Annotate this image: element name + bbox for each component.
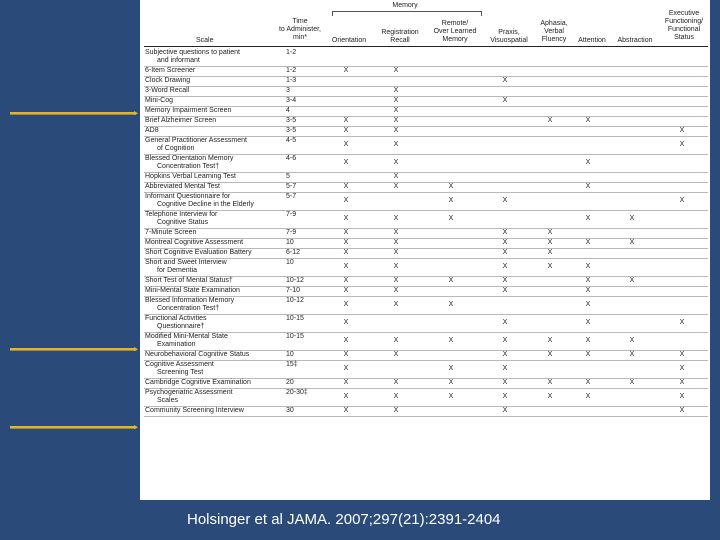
table-cell-mark: X (393, 301, 399, 308)
table-row-scale (145, 229, 285, 237)
table-row-time: 10-15 (286, 333, 304, 340)
header-time-line: to Administer, (278, 26, 322, 33)
table-row-scale (145, 97, 285, 105)
header-rule (144, 46, 708, 47)
table-row-scale (145, 193, 285, 209)
table-row-time: 4-6 (286, 155, 297, 162)
table-cell-mark: X (343, 287, 349, 294)
table-row-time: 10-12 (286, 297, 304, 304)
table-row-scale (145, 155, 285, 171)
table-cell-mark: X (547, 379, 553, 386)
table-cell-mark: X (343, 141, 349, 148)
header-time (268, 18, 332, 42)
table-row-time: 7-9 (286, 229, 297, 236)
table-cell-mark: X (502, 365, 508, 372)
table-cell-mark: X (502, 337, 508, 344)
table-cell-mark: X (547, 229, 553, 236)
header-abstraction: Abstraction (617, 37, 653, 44)
header-aphasia (534, 20, 574, 44)
table-cell-mark: X (343, 407, 349, 414)
table-cell-mark: X (343, 365, 349, 372)
table-cell-mark: X (679, 319, 685, 326)
table-row-time: 10 (286, 351, 294, 358)
table-row-time: 20-30‡ (286, 389, 308, 396)
journal-table-image (140, 0, 710, 500)
table-cell-mark: X (343, 337, 349, 344)
table-row-scale (145, 77, 285, 85)
table-row-scale (145, 333, 285, 349)
scale-name-line: 6-Item Screener (145, 67, 196, 74)
table-cell-mark: X (585, 277, 591, 284)
table-cell-mark: X (393, 159, 399, 166)
header-remote-line: Memory (442, 36, 468, 43)
table-cell-mark: X (393, 407, 399, 414)
table-row-time: 7-9 (286, 211, 297, 218)
table-cell-mark: X (393, 393, 399, 400)
scale-name-line: Blessed Orientation Memory (145, 155, 234, 162)
table-cell-mark: X (502, 239, 508, 246)
table-cell-mark: X (502, 351, 508, 358)
table-cell-mark: X (343, 67, 349, 74)
scale-name-line: Concentration Test† (157, 305, 220, 312)
table-cell-mark: X (343, 159, 349, 166)
table-cell-mark: X (502, 393, 508, 400)
header-scale: Scale (196, 37, 214, 44)
scale-name-line: AD8 (145, 127, 159, 134)
table-cell-mark: X (629, 337, 635, 344)
header-executive-line: Functioning/ (664, 18, 704, 25)
table-row-time: 1-3 (286, 77, 297, 84)
table-cell-mark: X (343, 379, 349, 386)
table-cell-mark: X (585, 239, 591, 246)
table-cell-mark: X (547, 351, 553, 358)
table-cell-mark: X (585, 301, 591, 308)
table-row-time: 7-10 (286, 287, 301, 294)
table-row-scale (145, 297, 285, 313)
table-row-scale (145, 249, 285, 257)
table-cell-mark: X (629, 277, 635, 284)
table-cell-mark: X (547, 239, 553, 246)
scale-name-line: Hopkins Verbal Learning Test (145, 173, 236, 180)
scale-name-line: Concentration Test† (157, 163, 220, 170)
table-row-time: 3-5 (286, 117, 297, 124)
table-row-time: 15‡ (286, 361, 298, 368)
table-cell-mark: X (448, 183, 454, 190)
table-cell-mark: X (343, 197, 349, 204)
header-registration (374, 29, 426, 45)
header-praxis (482, 29, 536, 45)
table-cell-mark: X (343, 239, 349, 246)
table-row-scale (145, 49, 285, 65)
table-cell-mark: X (343, 277, 349, 284)
table-cell-mark: X (585, 393, 591, 400)
table-cell-mark: X (502, 249, 508, 256)
header-registration-line: Registration (381, 29, 419, 36)
table-cell-mark: X (393, 67, 399, 74)
table-row-time: 5-7 (286, 183, 297, 190)
table-row-time: 5 (286, 173, 290, 180)
header-remote-memory (425, 20, 485, 44)
table-cell-mark: X (629, 379, 635, 386)
header-orientation: Orientation (331, 37, 367, 44)
table-row-scale (145, 127, 285, 135)
table-cell-mark: X (393, 337, 399, 344)
scale-name-line: Clock Drawing (145, 77, 191, 84)
table-cell-mark: X (393, 141, 399, 148)
header-remote-line: Remote/ (441, 20, 469, 27)
table-row-time: 3-5 (286, 127, 297, 134)
table-cell-mark: X (679, 365, 685, 372)
scale-name-line: Short and Sweet Interview (145, 259, 227, 266)
scale-name-line: Brief Alzheimer Screen (145, 117, 217, 124)
table-cell-mark: X (393, 215, 399, 222)
table-cell-mark: X (585, 183, 591, 190)
table-cell-mark: X (502, 277, 508, 284)
table-cell-mark: X (679, 393, 685, 400)
header-praxis-line: Praxis, (498, 29, 520, 36)
table-cell-mark: X (679, 141, 685, 148)
table-row-scale (145, 351, 285, 359)
table-cell-mark: X (585, 159, 591, 166)
scale-name-line: Telephone Interview for (145, 211, 218, 218)
table-cell-mark: X (502, 229, 508, 236)
scale-name-line: of Cognition (157, 145, 195, 152)
table-cell-mark: X (502, 197, 508, 204)
table-row-scale (145, 107, 285, 115)
scale-name-line: Montreal Cognitive Assessment (145, 239, 244, 246)
header-time-line: min* (292, 34, 307, 41)
header-executive (658, 10, 710, 42)
table-cell-mark: X (393, 127, 399, 134)
arrow-pointer-icon (10, 425, 138, 429)
scale-name-line: Cognitive Decline in the Elderly (157, 201, 254, 208)
table-cell-mark: X (547, 263, 553, 270)
table-row-scale (145, 117, 285, 125)
table-cell-mark: X (448, 301, 454, 308)
scale-name-line: 3-Word Recall (145, 87, 190, 94)
table-cell-mark: X (629, 215, 635, 222)
table-cell-mark: X (343, 229, 349, 236)
table-cell-mark: X (502, 263, 508, 270)
table-cell-mark: X (393, 173, 399, 180)
scale-name-line: Neurobehavioral Cognitive Status (145, 351, 250, 358)
scale-name-line: Memory Impairment Screen (145, 107, 232, 114)
header-executive-line: Status (674, 34, 694, 41)
table-row-scale (145, 277, 285, 285)
table-row-scale (145, 183, 285, 191)
memory-group-bracket (332, 11, 482, 12)
table-cell-mark: X (393, 229, 399, 236)
table-row-time: 5-7 (286, 193, 297, 200)
scale-name-line: Modified Mini-Mental State (145, 333, 228, 340)
table-row-scale (145, 67, 285, 75)
table-cell-mark: X (585, 215, 591, 222)
table-row-time: 6-12 (286, 249, 301, 256)
scale-name-line: Informant Questionnaire for (145, 193, 231, 200)
table-row-time: 1-2 (286, 67, 297, 74)
table-cell-mark: X (343, 393, 349, 400)
scale-name-line: Psychogeriatric Assessment (145, 389, 233, 396)
table-cell-mark: X (393, 351, 399, 358)
table-cell-mark: X (343, 117, 349, 124)
scale-name-line: Blessed Information Memory (145, 297, 235, 304)
scale-name-line: Short Test of Mental Status† (145, 277, 233, 284)
header-praxis-line: Visuospatial (490, 37, 528, 44)
table-cell-mark: X (343, 183, 349, 190)
table-cell-mark: X (502, 287, 508, 294)
table-cell-mark: X (448, 379, 454, 386)
table-row-time: 10 (286, 259, 294, 266)
scale-name-line: Abbreviated Mental Test (145, 183, 220, 190)
table-row-scale (145, 407, 285, 415)
header-aphasia-line: Aphasia, (540, 20, 568, 27)
header-executive-line: Executive (668, 10, 700, 17)
table-cell-mark: X (393, 117, 399, 124)
table-cell-mark: X (502, 97, 508, 104)
table-cell-mark: X (585, 379, 591, 386)
table-row-scale (145, 173, 285, 181)
row-divider (144, 416, 708, 417)
table-cell-mark: X (585, 287, 591, 294)
table-row-scale (145, 287, 285, 295)
table-row-time: 10 (286, 239, 294, 246)
table-row-time: 4 (286, 107, 290, 114)
table-cell-mark: X (502, 379, 508, 386)
table-cell-mark: X (448, 197, 454, 204)
table-cell-mark: X (343, 249, 349, 256)
table-cell-mark: X (393, 277, 399, 284)
table-row-time: 4-5 (286, 137, 297, 144)
table-row-time: 3 (286, 87, 290, 94)
table-cell-mark: X (393, 183, 399, 190)
scale-name-line: 7-Minute Screen (145, 229, 197, 236)
header-aphasia-line: Verbal (544, 28, 564, 35)
table-cell-mark: X (393, 97, 399, 104)
header-memory-group: Memory (392, 2, 418, 9)
table-cell-mark: X (547, 117, 553, 124)
table-cell-mark: X (502, 77, 508, 84)
table-cell-mark: X (448, 393, 454, 400)
table-cell-mark: X (502, 319, 508, 326)
scale-name-line: Short Cognitive Evaluation Battery (145, 249, 252, 256)
table-cell-mark: X (679, 379, 685, 386)
scale-name-line: General Practitioner Assessment (145, 137, 247, 144)
table-cell-mark: X (679, 351, 685, 358)
arrow-pointer-icon (10, 111, 138, 115)
table-cell-mark: X (343, 215, 349, 222)
arrow-pointer-icon (10, 347, 138, 351)
table-cell-mark: X (629, 351, 635, 358)
table-cell-mark: X (585, 319, 591, 326)
scale-name-line: Community Screening Interview (145, 407, 244, 414)
table-cell-mark: X (343, 319, 349, 326)
table-cell-mark: X (547, 393, 553, 400)
table-cell-mark: X (393, 249, 399, 256)
scale-name-line: for Dementia (157, 267, 198, 274)
table-row-time: 30 (286, 407, 294, 414)
table-cell-mark: X (448, 337, 454, 344)
table-cell-mark: X (679, 197, 685, 204)
table-cell-mark: X (393, 379, 399, 386)
table-cell-mark: X (393, 239, 399, 246)
table-cell-mark: X (393, 263, 399, 270)
citation-caption: Holsinger et al JAMA. 2007;297(21):2391-2404 (187, 511, 501, 528)
header-time-line: Time (292, 18, 308, 25)
scale-name-line: Questionnaire† (157, 323, 205, 330)
table-cell-mark: X (679, 127, 685, 134)
table-row-time: 10-15 (286, 315, 304, 322)
table-cell-mark: X (448, 277, 454, 284)
table-row-scale (145, 379, 285, 387)
table-cell-mark: X (502, 407, 508, 414)
table-cell-mark: X (585, 117, 591, 124)
table-row-time: 10-12 (286, 277, 304, 284)
table-cell-mark: X (343, 263, 349, 270)
scale-name-line: Screening Test (157, 369, 204, 376)
scale-name-line: Mini-Mental State Examination (145, 287, 240, 294)
scale-name-line: Cognitive Status (157, 219, 208, 226)
table-cell-mark: X (547, 249, 553, 256)
table-cell-mark: X (343, 301, 349, 308)
table-cell-mark: X (585, 263, 591, 270)
header-registration-line: Recall (390, 37, 410, 44)
scale-name-line: Mini-Cog (145, 97, 174, 104)
scale-name-line: Examination (157, 341, 196, 348)
header-aphasia-line: Fluency (541, 36, 567, 43)
scale-name-line: Cognitive Assessment (145, 361, 214, 368)
header-executive-line: Functional (667, 26, 701, 33)
table-row-scale (145, 389, 285, 405)
table-row-scale (145, 361, 285, 377)
table-cell-mark: X (343, 127, 349, 134)
table-cell-mark: X (585, 337, 591, 344)
header-attention: Attention (578, 37, 606, 44)
table-cell-mark: X (547, 337, 553, 344)
table-cell-mark: X (393, 287, 399, 294)
table-cell-mark: X (393, 107, 399, 114)
table-cell-mark: X (448, 365, 454, 372)
table-row-scale (145, 259, 285, 275)
table-row-scale (145, 137, 285, 153)
table-row-scale (145, 87, 285, 95)
scale-name-line: Subjective questions to patient (145, 49, 240, 56)
table-row-scale (145, 239, 285, 247)
table-cell-mark: X (629, 239, 635, 246)
table-row-time: 20 (286, 379, 294, 386)
table-cell-mark: X (448, 215, 454, 222)
header-remote-line: Over Learned (433, 28, 477, 35)
table-cell-mark: X (343, 351, 349, 358)
table-cell-mark: X (679, 407, 685, 414)
table-row-scale (145, 315, 285, 331)
scale-name-line: Scales (157, 397, 179, 404)
scale-name-line: Functional Activities (145, 315, 207, 322)
table-cell-mark: X (585, 351, 591, 358)
scale-name-line: and informant (157, 57, 200, 64)
scale-name-line: Cambridge Cognitive Examination (145, 379, 251, 386)
table-row-time: 1-2 (286, 49, 297, 56)
table-row-time: 3-4 (286, 97, 297, 104)
table-row-scale (145, 211, 285, 227)
table-cell-mark: X (393, 87, 399, 94)
